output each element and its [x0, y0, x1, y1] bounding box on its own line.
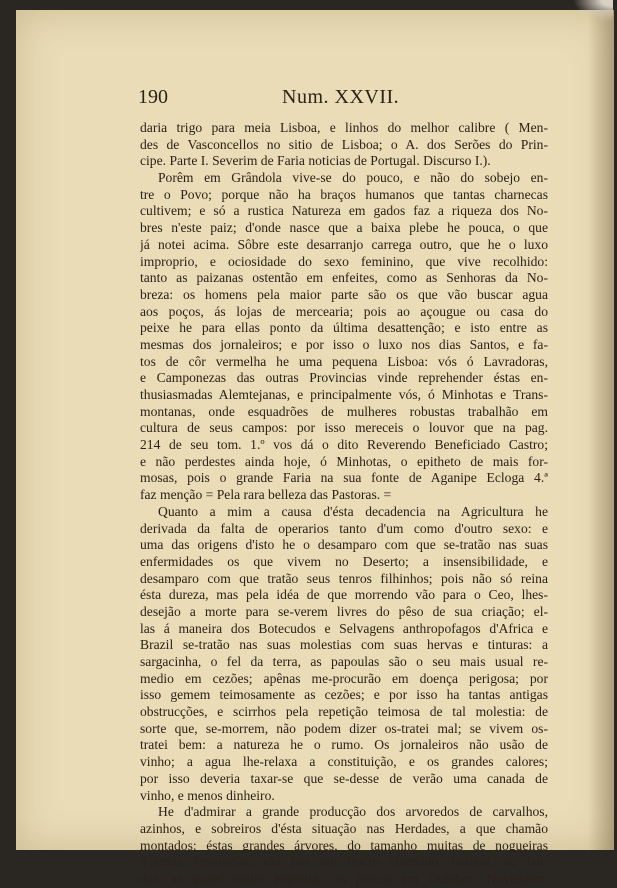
text-line: Brazil se-tratão nas suas molestias com suas hervas e tinturas: a	[140, 637, 548, 653]
text-line: cipe. Parte I. Severim de Faria noticias de Portugal. Discurso I.).	[140, 153, 491, 169]
text-line: medio em cezões; apênas me-procurão em doença perigosa; por	[140, 670, 548, 686]
text-line: Porêm em Grândola vive-se do pouco, e não do sobejo en-	[158, 170, 548, 186]
text-line: peixe he para ellas ponto da última desattenção; e isto entre as	[140, 320, 548, 336]
text-line: breza: os homens pela maior parte são os que vão buscar agua	[140, 286, 548, 302]
folded-corner	[573, 0, 613, 22]
text-line: e não perdestes ainda hoje, ó Minhotas, o epitheto de mais for-	[140, 453, 548, 469]
text-line: sorte que, se-morrem, não podem dizer os-tratei mal; se vivem os-	[140, 720, 548, 736]
text-line: vinho, e menos dinheiro.	[140, 787, 275, 803]
text-line: uma das origens d'isto he o desamparo com que se-tratão nas suas	[140, 537, 548, 553]
text-line: daria trigo para meia Lisboa, e linhos do melhor calibre ( Men-	[140, 120, 548, 135]
text-line: obstrucções, e scirrhos pela repetição teimosa de tal molestia: de	[140, 704, 548, 720]
text-line: las á maneira dos Botecudos e Selvagens anthropofagos d'Africa e	[140, 620, 548, 636]
text-line: azinhos, e sobreiros d'ésta situação nas Herdades, a que chamão	[140, 820, 548, 836]
text-line: montanas, onde esquadrões de mulheres robustas trabalhão em	[140, 403, 548, 419]
page-edge-shadow	[588, 10, 614, 850]
text-line: Quanto a mim a causa d'ésta decadencia na Agricultura he	[158, 503, 548, 519]
text-line: tos de côr vermelha he uma pequena Lisboa: vós ó Lavradoras,	[140, 353, 548, 369]
text-line: cultivem; e só a rustica Natureza em gados faz a riqueza dos No-	[140, 203, 548, 219]
text-line: des de Vasconcellos no sitio de Lisboa; o A. dos Serões do Prin-	[140, 136, 548, 152]
text-line: montados: éstas grandes árvores, do tamanho muitas de nogueiras	[140, 837, 548, 853]
text-line: tanto as paizanas ostentão em enfeites, como as Senhoras da No-	[140, 270, 548, 286]
text-line: aos poços, ás lojas de mercearia; pois ao açougue ou casa do	[140, 303, 548, 319]
text-line: por isso deveria taxar-se que se-desse de verão uma canada de	[140, 770, 548, 786]
text-line: e Camponezas das outras Provincias vinde reprehender éstas en-	[140, 370, 548, 386]
text-line: desamparo com que tratão seus tenros filhinhos; pois não só reina	[140, 570, 548, 586]
text-line: 214 de seu tom. 1.º vos dá o dito Reverendo Beneficiado Castro;	[140, 437, 548, 453]
running-head: Num. XXVII.	[282, 86, 400, 108]
text-line: enfermidades os que vivem no Deserto; a insensibilidade, e	[140, 553, 548, 569]
text-line: cultura de seus campos: por isso mereceis o louvor que na pag.	[140, 420, 548, 436]
page-number: 190	[138, 86, 168, 108]
text-line: ésta dureza, mas pela idéa de que morrendo vão para o Ceo, lhes-	[140, 587, 548, 603]
text-line: derivada da falta de operarios tanto d'um como d'outro sexo: e	[140, 520, 548, 536]
text-line: He d'admirar a grande producção dos arvoredos de carvalhos,	[158, 804, 548, 820]
text-line: já notei acima. Sôbre este desarranjo carrega outro, que he o luxo	[140, 236, 548, 252]
text-line: des, as quaes muito engordão os porcos em Outubro, Novembro,	[140, 870, 548, 886]
text-line: tre o Povo; porque não ha braços humanos que tantas charnecas	[140, 186, 548, 202]
text-line: vinho; a agua lhe-relaxa a constituição, e os grandes calores;	[140, 754, 548, 770]
text-line: tratei bem: a natureza he o rumo. Os jornaleiros não usão de	[140, 737, 548, 753]
text-line: desejão a morte para se-verem livres do pêso de sua criação; el-	[140, 603, 548, 619]
text-line: thusiasmadas Alemtejanas, e principalmente vós, ó Minhotas e Trans-	[140, 387, 548, 402]
text-line: faz menção = Pela rara belleza das Pastoras. =	[140, 487, 392, 503]
text-line: sargacinha, o fel da terra, as papoulas são o seu mais usual re-	[140, 654, 548, 669]
text-line: bres n'este paiz; d'onde nasce que a baixa plebe he pouca, o que	[140, 220, 548, 236]
text-line: improprio, e ociosidade do sexo feminino, que vive recolhido:	[140, 253, 548, 269]
body-text	[140, 120, 548, 888]
text-line: d'outras Provincias, são por seu fructo chamado, boletas, ou lan-	[140, 854, 548, 870]
text-line: mesmas dos jornaleiros; e por isso o luxo nos dias Santos, e fa-	[140, 336, 548, 352]
text-line: isso gemem teimosamente as cezões; e por isso ha tantas antigas	[140, 687, 548, 703]
page-header	[138, 82, 548, 112]
text-line: mosas, pois o grande Faria na sua fonte de Aganipe Ecloga 4.ª	[140, 470, 548, 486]
